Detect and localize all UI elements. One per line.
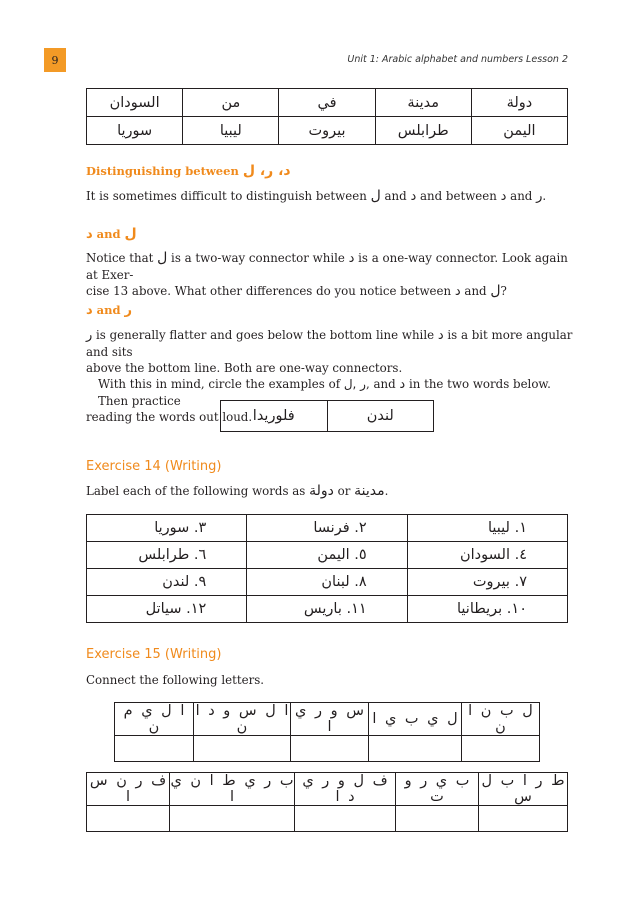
table-cell: ١٠. بريطانيا [407,596,567,623]
connect-table-1 [114,702,540,762]
paragraph-dal-ra: ر is generally flatter and goes below the bottom line while د is a bit more angular and sits above the bottom line. Both are one-way connectors. With this in mind, circle the examples of ر ,ل, and د in the two words below. Then practice reading the words out loud. [86,328,573,424]
paragraph-distinguishing: It is sometimes difficult to distinguish between ل and د and between د and ر. [86,188,547,204]
answer-cell[interactable] [479,806,568,832]
answer-cell[interactable] [462,736,540,762]
city-country-table [86,88,568,145]
table-cell: طرابلس [375,117,471,145]
paragraph-dal-lam: Notice that ل is a two-way connector while د is a one-way connector. Look again at Exer- cise 13 above. What other differences do you notice between د and ل? [86,250,568,299]
letter-cell: ب ر ي ط ا ن ي ا [170,773,294,805]
table-cell: ٣. سوريا [87,515,247,542]
letter-cell: ب ي ر و ت [396,773,479,806]
answer-cell[interactable] [115,736,194,762]
section-heading-dal-lam: د and ل [86,226,137,242]
table-cell: سوريا [87,117,183,145]
answer-cell[interactable] [295,806,396,832]
table-cell: مدينة [375,89,471,117]
letter-cell: س و ر ي ا [291,703,369,736]
table-cell: دولة [471,89,567,117]
letter-cell: ل ب ن ا ن [462,703,540,736]
exercise-15-title: Exercise 15 (Writing) [86,647,222,662]
running-head: Unit 1: Arabic alphabet and numbers Lesson 2 [347,54,568,65]
answer-cell[interactable] [87,806,170,832]
table-cell: السودان [87,89,183,117]
answer-cell[interactable] [194,736,291,762]
answer-cell[interactable] [291,736,369,762]
section-heading-dal-ra: د and ر [86,303,133,318]
letter-cell: ا ل ي م ن [115,703,194,736]
table-cell: ٥. اليمن [247,542,407,569]
table-cell: ٩. لندن [87,569,247,596]
table-cell: فلوريدا [221,401,328,432]
table-cell: لندن [327,401,434,432]
answer-cell[interactable] [396,806,479,832]
letter-cell: ف ر ن س ا [87,773,170,806]
answer-cell[interactable] [170,806,295,832]
table-cell: بيروت [279,117,375,145]
table-cell: ٢. فرنسا [247,515,407,542]
letter-cell: ل ي ب ي ا [369,703,462,736]
table-cell: ٨. لبنان [247,569,407,596]
table-cell: اليمن [471,117,567,145]
word-table [220,400,434,432]
table-cell: من [183,89,279,117]
letter-cell: ط ر ا ب ل س [479,773,568,806]
section-heading-distinguishing: Distinguishing between د، ر، ل [86,163,291,179]
table-cell: ٤. السودان [407,542,567,569]
answer-cell[interactable] [369,736,462,762]
table-cell: ١. ليبيا [407,515,567,542]
table-cell: ١٢. سياتل [87,596,247,623]
exercise-15-instructions: Connect the following letters. [86,673,265,687]
letter-cell: ف ل و ر ي د ا [295,773,396,806]
table-cell: ٧. بيروت [407,569,567,596]
letter-cell: ا ل س و د ا ن [194,703,291,736]
page-number: 9 [44,48,66,72]
connect-table-2 [86,772,568,832]
exercise-14-instructions: Label each of the following words as دولة or مدينة. [86,483,389,499]
table-cell: ٦. طرابلس [87,542,247,569]
table-cell: ١١. باريس [247,596,407,623]
table-cell: في [279,89,375,117]
exercise-14-table [86,514,568,623]
table-cell: ليبيا [183,117,279,145]
exercise-14-title: Exercise 14 (Writing) [86,459,222,474]
